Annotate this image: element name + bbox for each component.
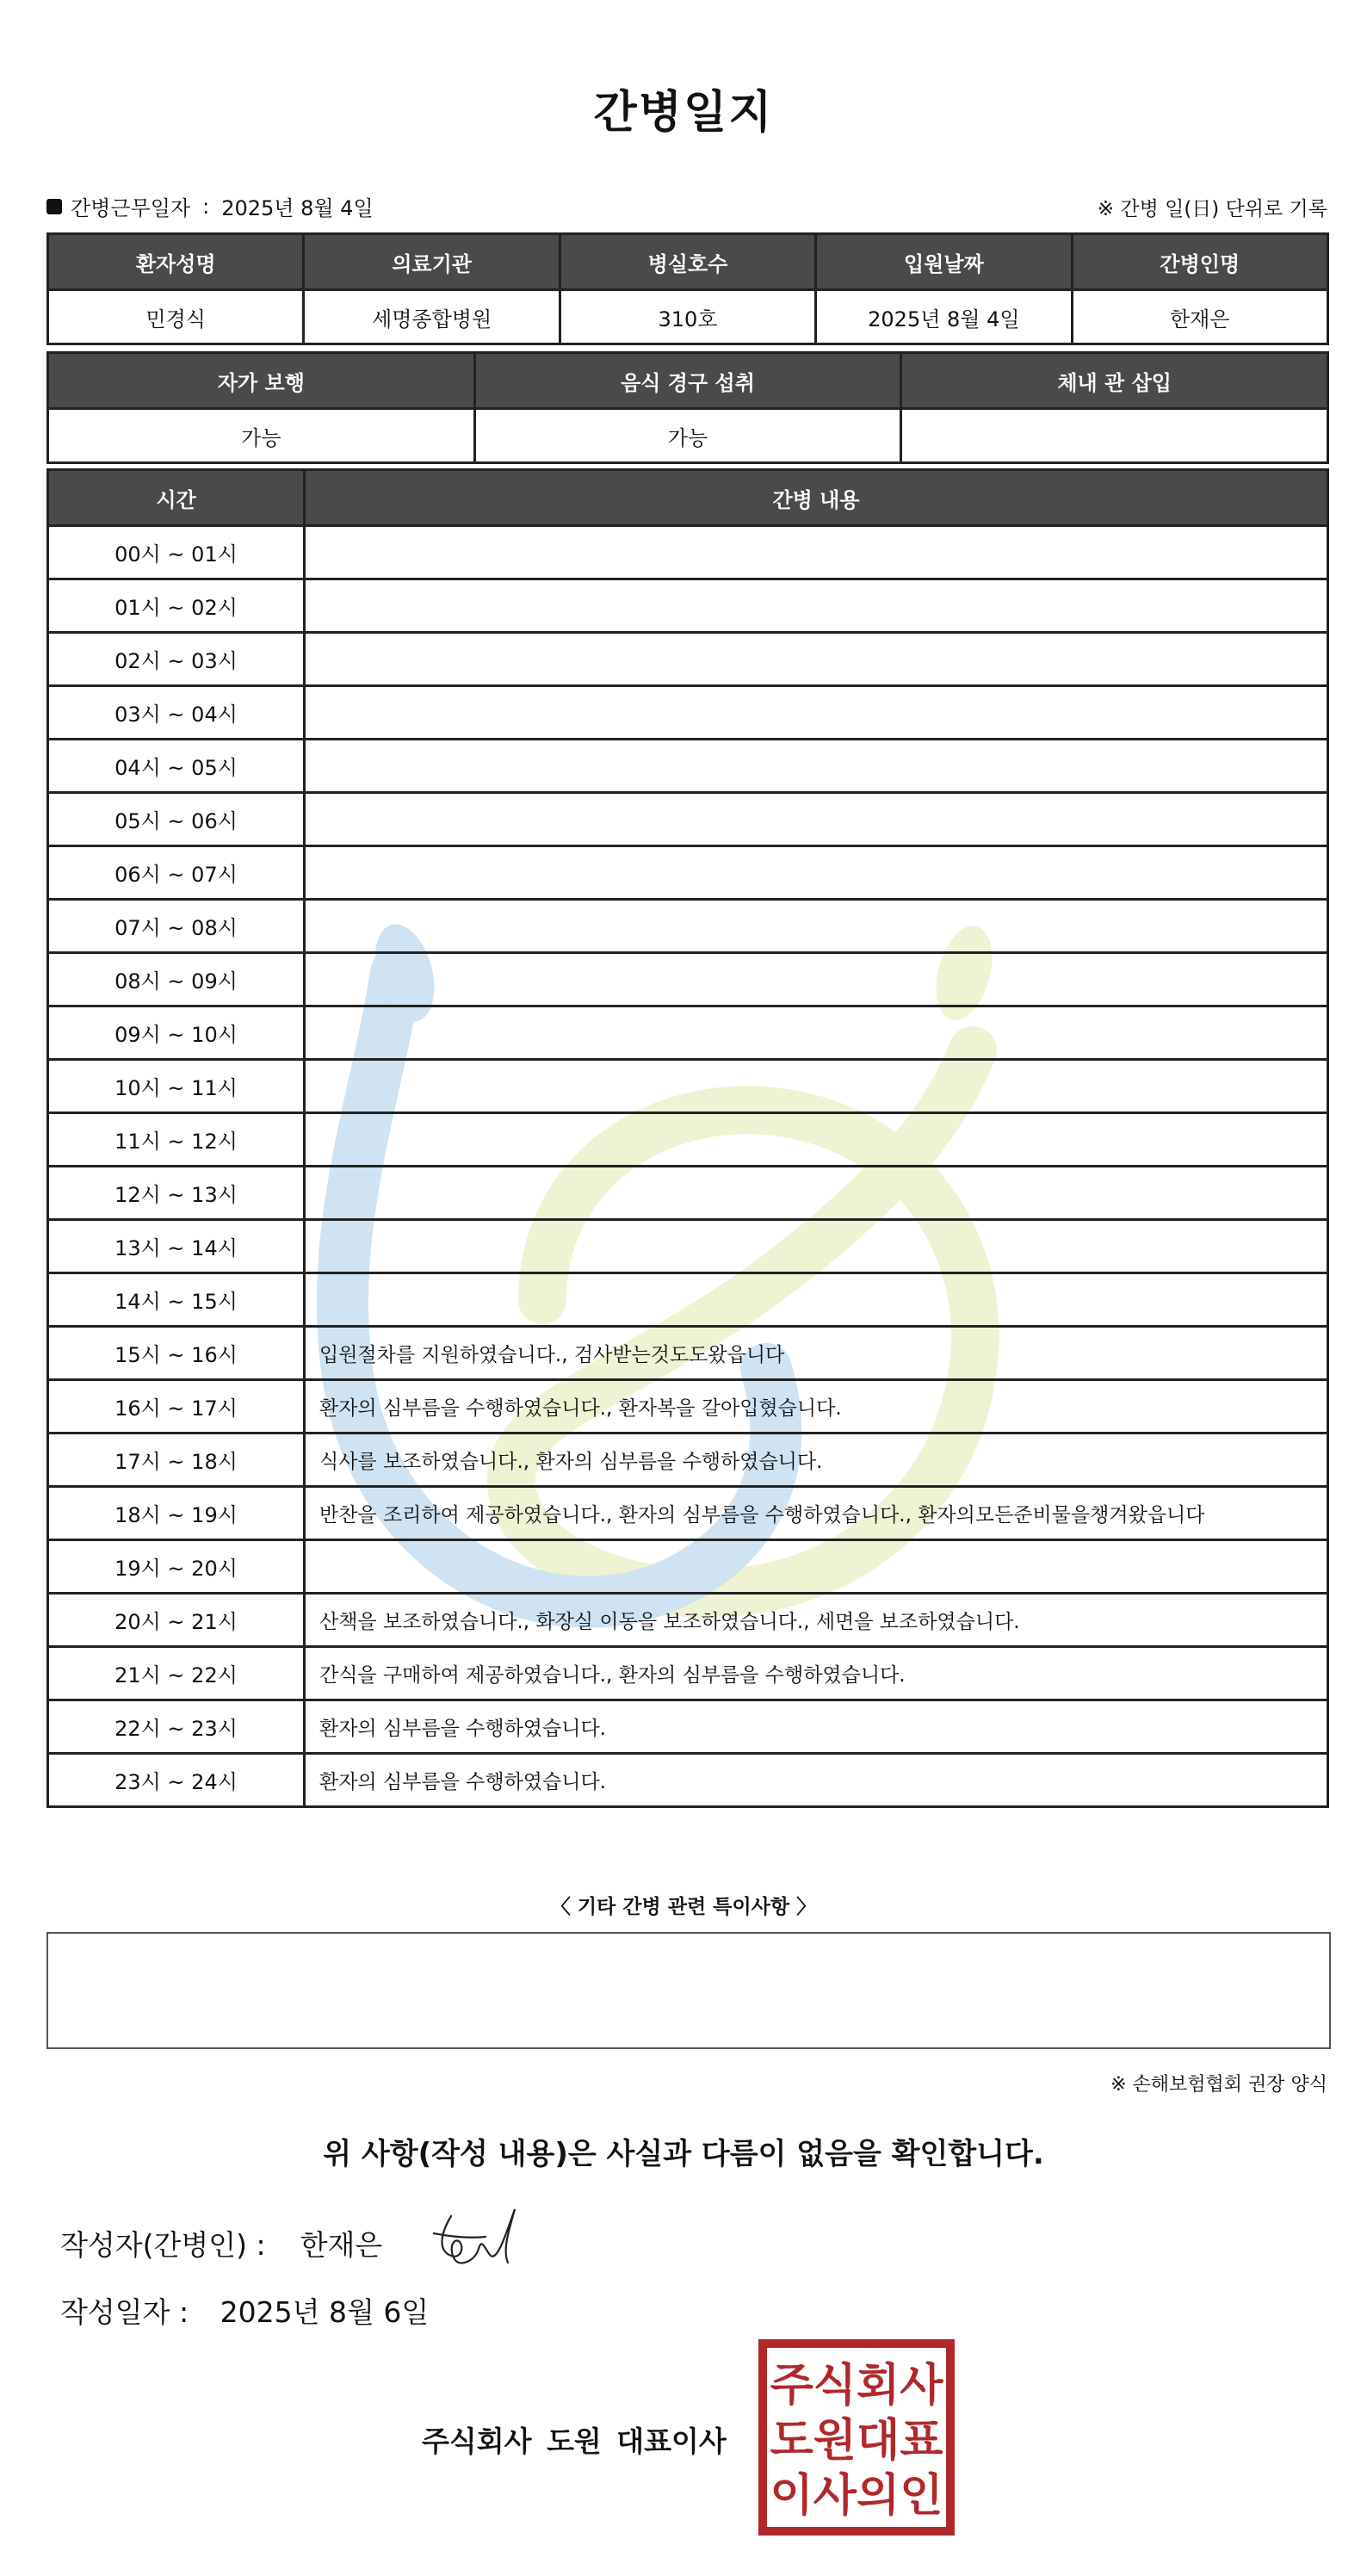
- work-date-separator: :: [202, 194, 210, 219]
- care-log-time: 21시 ~ 22시: [48, 1647, 305, 1700]
- svg-text:주식회사: 주식회사: [770, 2360, 943, 2412]
- patient-status-table: [46, 351, 1329, 464]
- care-log-content: [305, 793, 1328, 846]
- confirmation-statement: 위 사항(작성 내용)은 사실과 다름이 없음을 확인합니다.: [323, 2137, 1044, 2171]
- care-log-row: [48, 900, 1328, 953]
- header-caregiver-name: 간병인명: [1072, 234, 1327, 290]
- care-log-row: [48, 1754, 1328, 1807]
- recommended-form-note: ※ 손해보험협회 권장 양식: [1110, 2074, 1327, 2096]
- care-log-content: [305, 1220, 1328, 1273]
- care-log-row: [48, 740, 1328, 793]
- care-log-body: [48, 526, 1328, 1807]
- status-value-row: [48, 409, 1328, 463]
- care-log-row: [48, 1167, 1328, 1220]
- care-log-time: 15시 ~ 16시: [48, 1327, 305, 1380]
- care-log-content: [305, 1113, 1328, 1167]
- header-care-content: 간병 내용: [305, 470, 1328, 526]
- care-log-time: 18시 ~ 19시: [48, 1487, 305, 1540]
- care-log-time: 08시 ~ 09시: [48, 953, 305, 1006]
- writer-name: 한재은: [300, 2228, 383, 2262]
- care-log-row: [48, 793, 1328, 846]
- svg-text:도원대표: 도원대표: [770, 2415, 943, 2467]
- oral-intake-status: 가능: [474, 409, 901, 463]
- care-log-row: [48, 1327, 1328, 1380]
- care-log-row: [48, 686, 1328, 740]
- care-log-row: [48, 1540, 1328, 1594]
- care-log-row: [48, 579, 1328, 633]
- care-log-header-row: [48, 470, 1328, 526]
- care-log-table: [46, 468, 1329, 1808]
- care-log-time: 00시 ~ 01시: [48, 526, 305, 579]
- care-log-row: [48, 1647, 1328, 1700]
- care-log-content: 반찬을 조리하여 제공하였습니다., 환자의 심부름을 수행하였습니다., 환자의모든준비물을챙겨왔읍니다: [305, 1487, 1328, 1540]
- hospital-name: 세명종합병원: [304, 290, 560, 344]
- care-log-content: [305, 1540, 1328, 1594]
- special-notes-box: [46, 1932, 1331, 2049]
- care-log-content: 환자의 심부름을 수행하였습니다.: [305, 1700, 1328, 1754]
- care-log-row: [48, 1380, 1328, 1434]
- square-bullet-icon: [46, 199, 62, 214]
- company-seal: [758, 2338, 956, 2536]
- header-oral-intake: 음식 경구 섭취: [474, 353, 901, 409]
- care-log-time: 06시 ~ 07시: [48, 846, 305, 900]
- care-log-row: [48, 1060, 1328, 1113]
- care-log-row: [48, 526, 1328, 579]
- care-log-row: [48, 1006, 1328, 1060]
- care-log-time: 01시 ~ 02시: [48, 579, 305, 633]
- header-hospital: 의료기관: [304, 234, 560, 290]
- care-log-time: 22시 ~ 23시: [48, 1700, 305, 1754]
- care-log-time: 14시 ~ 15시: [48, 1273, 305, 1327]
- care-log-time: 11시 ~ 12시: [48, 1113, 305, 1167]
- header-patient-name: 환자성명: [48, 234, 304, 290]
- written-date-row: [60, 2290, 429, 2331]
- care-log-row: [48, 846, 1328, 900]
- written-date-label: 작성일자 :: [60, 2295, 189, 2329]
- care-log-content: [305, 846, 1328, 900]
- care-log-content: [305, 1060, 1328, 1113]
- writer-row: [60, 2223, 382, 2263]
- care-log-time: 03시 ~ 04시: [48, 686, 305, 740]
- care-log-content: [305, 633, 1328, 686]
- care-log-content: 환자의 심부름을 수행하였습니다., 환자복을 갈아입혔습니다.: [305, 1380, 1328, 1434]
- care-log-time: 12시 ~ 13시: [48, 1167, 305, 1220]
- caregiver-name: 한재은: [1072, 290, 1327, 344]
- page-title: 간병일지: [593, 87, 774, 139]
- care-log-time: 17시 ~ 18시: [48, 1434, 305, 1487]
- care-log-row: [48, 1700, 1328, 1754]
- header-walking: 자가 보행: [48, 353, 475, 409]
- care-log-row: [48, 1113, 1328, 1167]
- work-date-label: 간병근무일자: [71, 196, 191, 220]
- care-log-row: [48, 633, 1328, 686]
- writer-label: 작성자(간병인) :: [60, 2228, 266, 2262]
- signature: [425, 2199, 529, 2276]
- status-header-row: [48, 353, 1328, 409]
- care-log-row: [48, 953, 1328, 1006]
- care-log-content: [305, 740, 1328, 793]
- header-admission-date: 입원날짜: [816, 234, 1072, 290]
- care-log-time: 04시 ~ 05시: [48, 740, 305, 793]
- care-log-time: 19시 ~ 20시: [48, 1540, 305, 1594]
- care-log-time: 16시 ~ 17시: [48, 1380, 305, 1434]
- care-log-content: [305, 526, 1328, 579]
- written-date-value: 2025년 8월 6일: [220, 2295, 430, 2329]
- care-log-time: 09시 ~ 10시: [48, 1006, 305, 1060]
- room-number: 310호: [560, 290, 815, 344]
- care-log-content: 간식을 구매하여 제공하였습니다., 환자의 심부름을 수행하였습니다.: [305, 1647, 1328, 1700]
- walking-status: 가능: [48, 409, 475, 463]
- care-log-row: [48, 1273, 1328, 1327]
- svg-text:이사의인: 이사의인: [770, 2470, 943, 2522]
- tube-insertion-status: [901, 409, 1328, 463]
- header-time: 시간: [48, 470, 305, 526]
- care-log-time: 10시 ~ 11시: [48, 1060, 305, 1113]
- work-date-value: 2025년 8월 4일: [221, 196, 374, 220]
- care-log-content: [305, 686, 1328, 740]
- care-log-content: [305, 900, 1328, 953]
- care-log-content: 산책을 보조하였습니다., 화장실 이동을 보조하였습니다., 세면을 보조하였습니다.: [305, 1594, 1328, 1647]
- care-log-row: [48, 1487, 1328, 1540]
- special-notes-heading: 〈 기타 간병 관련 특이사항 〉: [550, 1896, 817, 1918]
- patient-name: 민경식: [48, 290, 304, 344]
- care-log-content: [305, 1167, 1328, 1220]
- care-log-content: [305, 579, 1328, 633]
- care-log-content: [305, 1006, 1328, 1060]
- care-log-content: 환자의 심부름을 수행하였습니다.: [305, 1754, 1328, 1807]
- header-tube-insertion: 체내 관 삽입: [901, 353, 1328, 409]
- care-log-time: 13시 ~ 14시: [48, 1220, 305, 1273]
- care-log-time: 23시 ~ 24시: [48, 1754, 305, 1807]
- care-log-time: 20시 ~ 21시: [48, 1594, 305, 1647]
- care-log-row: [48, 1594, 1328, 1647]
- care-log-content: [305, 953, 1328, 1006]
- work-date: [46, 191, 374, 221]
- care-log-time: 02시 ~ 03시: [48, 633, 305, 686]
- daily-record-note: ※ 간병 일(日) 단위로 기록: [1097, 198, 1327, 220]
- care-log-row: [48, 1434, 1328, 1487]
- patient-info-header-row: [48, 234, 1328, 290]
- care-log-time: 07시 ~ 08시: [48, 900, 305, 953]
- care-log-content: [305, 1273, 1328, 1327]
- company-signature-line: 주식회사 도원 대표이사: [422, 2424, 727, 2458]
- care-log-content: 입원절차를 지원하였습니다., 검사받는것도도왔읍니다: [305, 1327, 1328, 1380]
- care-log-row: [48, 1220, 1328, 1273]
- care-log-content: 식사를 보조하였습니다., 환자의 심부름을 수행하였습니다.: [305, 1434, 1328, 1487]
- patient-info-table: [46, 232, 1329, 345]
- care-log-time: 05시 ~ 06시: [48, 793, 305, 846]
- patient-info-value-row: [48, 290, 1328, 344]
- header-room: 병실호수: [560, 234, 815, 290]
- admission-date: 2025년 8월 4일: [816, 290, 1072, 344]
